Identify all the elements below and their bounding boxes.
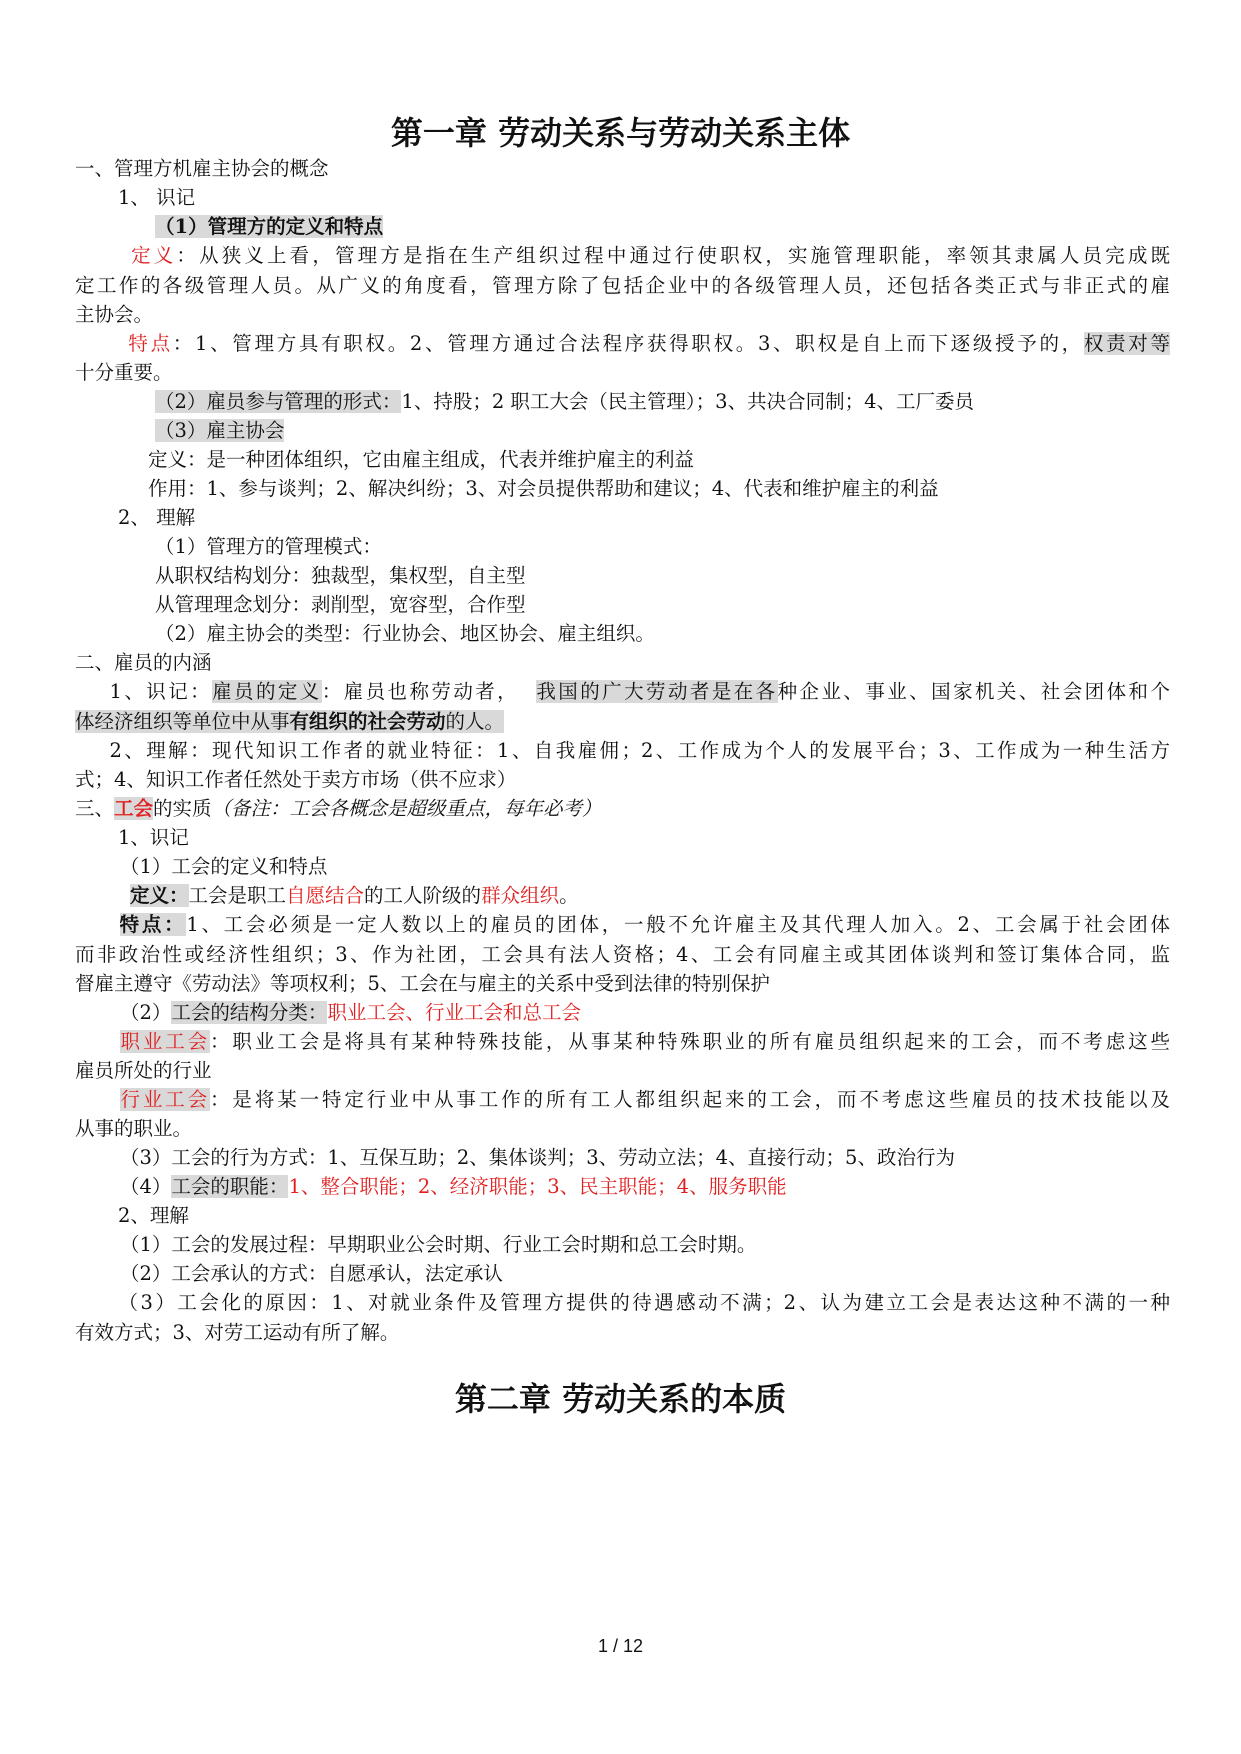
union-structure: （2）工会的结构分类：职业工会、行业工会和总工会 xyxy=(120,1001,581,1024)
subheading-employer-association: （3）雇主协会 xyxy=(155,419,285,442)
union-functions: （4）工会的职能：1、整合职能；2、经济职能；3、民主职能；4、服务职能 xyxy=(120,1175,787,1198)
knowledge-worker-line-1: 2、理解：现代知识工作者的就业特征：1、自我雇佣；2、工作成为个人的发展平台；3、工作成为一种生活方 xyxy=(109,739,1170,762)
manager-features-line-2: 十分重要。 xyxy=(75,361,173,384)
section-1-understand: 2、 理解 xyxy=(118,506,196,529)
occupational-union-line-2: 雇员所处的行业 xyxy=(75,1059,212,1082)
union-features-line-1: 特点：1、工会必须是一定人数以上的雇员的团体，一般不允许雇主及其代理人加入。2、工会属于社会团体 xyxy=(119,913,1170,936)
employer-association-types: （2）雇主协会的类型：行业协会、地区协会、雇主组织。 xyxy=(155,622,655,645)
industrial-union-line-1: 行业工会：是将某一特定行业中从事工作的所有工人都组织起来的工会，而不考虑这些雇员的技术技能以及 xyxy=(120,1088,1170,1111)
union-features-line-2: 而非政治性或经济性组织；3、作为社团，工会具有法人资格；4、工会有同雇主或其团体谈判和签订集体合同，监 xyxy=(75,943,1170,966)
section-3-understand: 2、理解 xyxy=(118,1204,189,1227)
employee-definition-line-2: 体经济组织等单位中从事有组织的社会劳动的人。 xyxy=(75,710,505,733)
employee-participation-forms: （2）雇员参与管理的形式：1、持股；2 职工大会（民主管理）；3、共决合同制；4、工厂委员 xyxy=(155,390,974,413)
highlight-rights-duties: 权责对等 xyxy=(1083,332,1170,355)
manager-definition-line-3: 主协会。 xyxy=(75,303,154,326)
union-development: （1）工会的发展过程：早期职业公会时期、行业工会时期和总工会时期。 xyxy=(120,1233,757,1256)
management-mode-by-philosophy: 从管理理念划分：剥削型，宽容型，合作型 xyxy=(155,593,526,616)
employer-association-functions: 作用：1、参与谈判；2、解决纠纷；3、对会员提供帮助和建议；4、代表和维护雇主的利益 xyxy=(148,477,939,500)
union-features-line-3: 督雇主遵守《劳动法》等项权利；5、工会在与雇主的关系中受到法律的特别保护 xyxy=(75,972,770,995)
subheading-manager-definition: （1）管理方的定义和特点 xyxy=(155,215,384,238)
union-behavior: （3）工会的行为方式：1、互保互助；2、集体谈判；3、劳动立法；4、直接行动；5、政治行为 xyxy=(120,1146,955,1169)
section-3-heading: 三、工会的实质（备注：工会各概念是超级重点，每年必考） xyxy=(75,797,602,820)
employee-definition-line-1: 1、识记：雇员的定义：雇员也称劳动者， 我国的广大劳动者是在各种企业、事业、国家机关、社会团体和个 xyxy=(109,680,1170,703)
section-1-heading: 一、管理方机雇主协会的概念 xyxy=(75,157,329,180)
chapter-1-title: 第一章 劳动关系与劳动关系主体 xyxy=(390,114,851,152)
features-label: 特点 xyxy=(128,332,173,355)
unionization-reasons-line-1: （3）工会化的原因：1、对就业条件及管理方提供的待遇感动不满；2、认为建立工会是表达这种不满的一种 xyxy=(118,1291,1170,1314)
unionization-reasons-line-2: 有效方式；3、对劳工运动有所了解。 xyxy=(75,1321,400,1344)
chapter-2-title: 第二章 劳动关系的本质 xyxy=(454,1380,787,1418)
page-number: 1 / 12 xyxy=(597,1636,644,1656)
manager-definition-line-1: 定义：从狭义上看，管理方是指在生产组织过程中通过行使职权，实施管理职能，率领其隶属人员完成既 xyxy=(131,244,1170,267)
section-3-note: （备注：工会各概念是超级重点，每年必考） xyxy=(211,797,602,820)
occupational-union-line-1: 职业工会：职业工会是将具有某种特殊技能，从事某种特殊职业的所有雇员组织起来的工会，而不考虑这些 xyxy=(120,1030,1170,1053)
knowledge-worker-line-2: 式；4、知识工作者任然处于卖方市场（供不应求） xyxy=(75,768,517,791)
definition-label: 定义 xyxy=(131,244,177,267)
section-3-recall: 1、识记 xyxy=(118,826,189,849)
union-definition: 定义：工会是职工自愿结合的工人阶级的群众组织。 xyxy=(130,884,579,907)
manager-definition-line-2: 定工作的各级管理人员。从广义的角度看，管理方除了包括企业中的各级管理人员，还包括各类正式与非正式的雇 xyxy=(75,274,1170,297)
industrial-union-line-2: 从事的职业。 xyxy=(75,1117,193,1140)
management-mode-by-authority: 从职权结构划分：独裁型，集权型，自主型 xyxy=(155,564,526,587)
manager-features-line-1: 特点：1、管理方具有职权。2、管理方通过合法程序获得职权。3、职权是自上而下逐级授予的，权责对等 xyxy=(128,332,1170,355)
union-definition-heading: （1）工会的定义和特点 xyxy=(120,855,328,878)
employer-association-definition: 定义：是一种团体组织，它由雇主组成，代表并维护雇主的利益 xyxy=(148,448,695,471)
section-2-heading: 二、雇员的内涵 xyxy=(75,651,212,674)
union-recognition: （2）工会承认的方式：自愿承认，法定承认 xyxy=(120,1262,503,1285)
management-modes: （1）管理方的管理模式： xyxy=(155,535,382,558)
section-1-recall: 1、 识记 xyxy=(118,186,196,209)
